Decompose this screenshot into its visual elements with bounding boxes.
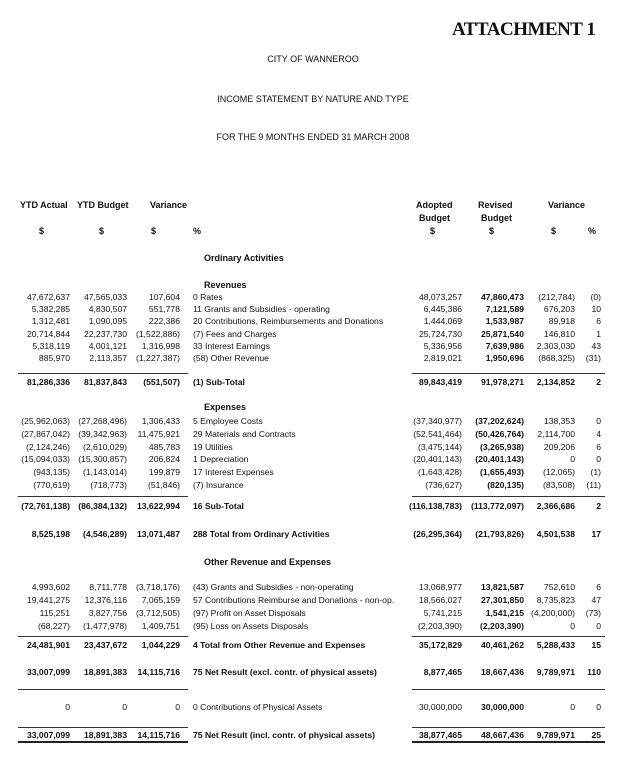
amount-cell: 89,918 (548, 316, 575, 327)
amount-cell: 1,306,433 (141, 416, 180, 426)
amount-cell: 47,672,637 (26, 292, 70, 302)
header-revised-budget: Budget (481, 213, 512, 223)
header-variance-left: Variance (150, 200, 188, 210)
amount-cell: 33,007,099 (26, 667, 70, 677)
line-item-description: 1 Depreciation (193, 454, 249, 465)
amount-cell: 25 (591, 730, 601, 740)
amount-cell: (770,619) (33, 480, 70, 490)
amount-cell: 24,481,901 (26, 640, 70, 650)
amount-cell: 25,871,540 (480, 328, 524, 339)
amount-cell: 38,877,465 (418, 730, 462, 740)
amount-cell: 206,824 (148, 454, 180, 465)
amount-cell: 4,993,602 (31, 582, 70, 592)
amount-cell: 551,778 (148, 304, 180, 315)
amount-cell: 2,366,686 (536, 501, 575, 511)
amount-cell: (26,295,364) (413, 529, 462, 539)
dollar-marker: $ (39, 226, 45, 236)
amount-cell: 676,203 (543, 304, 575, 315)
org-title: CITY OF WANNEROO (267, 54, 359, 64)
amount-cell: 13,821,587 (480, 582, 524, 592)
amount-cell: 20,714,844 (26, 328, 70, 339)
amount-cell: (15,094,033) (21, 454, 70, 465)
amount-cell: 2,113,357 (89, 353, 127, 363)
amount-cell: 30,000,000 (418, 702, 462, 712)
amount-cell: 89,843,419 (418, 377, 462, 387)
amount-cell: (1,655,493) (480, 467, 524, 478)
amount-cell: 3,827,756 (88, 608, 127, 618)
amount-cell: (21,793,826) (475, 529, 524, 539)
divider (18, 727, 188, 728)
amount-cell: 4,001,121 (88, 340, 127, 351)
header-variance-right: Variance (548, 200, 586, 210)
amount-cell: (86,384,132) (78, 501, 127, 511)
amount-cell: 0 (596, 702, 601, 712)
amount-cell: (3,265,938) (480, 441, 524, 452)
amount-cell: 8,877,465 (423, 667, 462, 677)
section-expenses: Expenses (204, 402, 247, 412)
amount-cell: (37,340,977) (413, 416, 462, 426)
line-item-description: 16 Sub-Total (193, 501, 244, 511)
amount-cell: 0 (570, 454, 575, 465)
amount-cell: 2 (596, 501, 601, 511)
amount-cell: 19,441,275 (26, 595, 70, 605)
amount-cell: 27,301,850 (480, 595, 524, 605)
amount-cell: (1,143,014) (83, 467, 127, 478)
amount-cell: 0 (570, 621, 575, 631)
attachment-label: ATTACHMENT 1 (452, 19, 596, 40)
amount-cell: (2,203,390) (418, 621, 462, 631)
amount-cell: (20,401,143) (413, 454, 462, 465)
amount-cell: 1,409,751 (141, 621, 180, 631)
line-item-description: (95) Loss on Assets Disposals (193, 621, 309, 631)
amount-cell: 110 (587, 667, 601, 677)
amount-cell: 0 (175, 702, 180, 712)
amount-cell: 209,206 (543, 441, 575, 452)
amount-cell: 752,610 (543, 582, 575, 592)
amount-cell: (1) (590, 467, 601, 478)
divider (412, 689, 605, 690)
line-item-description: (43) Grants and Subsidies - non-operating (193, 582, 354, 592)
amount-cell: 48,667,436 (480, 730, 524, 740)
amount-cell: 8,735,823 (536, 595, 575, 605)
line-item-description: (1) Sub-Total (193, 377, 245, 387)
amount-cell: 48,073,257 (418, 292, 462, 302)
amount-cell: 8,525,198 (31, 529, 70, 539)
amount-cell: (3,475,144) (418, 441, 462, 452)
amount-cell: 222,386 (148, 316, 180, 327)
amount-cell: 13,622,994 (136, 501, 180, 511)
amount-cell: (27,867,042) (21, 428, 70, 439)
amount-cell: 14,115,716 (137, 667, 180, 677)
header-ytd-budget: YTD Budget (77, 200, 129, 210)
divider (18, 636, 188, 637)
amount-cell: 8,711,778 (89, 582, 127, 592)
amount-cell: 0 (122, 702, 127, 712)
amount-cell: 1 (596, 328, 601, 339)
amount-cell: (943,135) (33, 467, 70, 478)
amount-cell: 0 (65, 702, 70, 712)
amount-cell: (2,203,390) (480, 621, 524, 631)
divider (18, 689, 188, 690)
amount-cell: 1,090,095 (88, 316, 127, 327)
amount-cell: (52,541,464) (413, 428, 462, 439)
line-item-description: 19 Utilities (193, 441, 233, 452)
amount-cell: 22,237,730 (83, 328, 127, 339)
double-rule (18, 741, 188, 743)
amount-cell: 14,115,716 (137, 730, 180, 740)
amount-cell: (50,426,764) (475, 428, 524, 439)
amount-cell: 2,303,030 (536, 340, 575, 351)
amount-cell: 7,065,159 (141, 595, 180, 605)
amount-cell: (12,065) (542, 467, 575, 478)
divider (412, 373, 605, 374)
amount-cell: (27,268,496) (78, 416, 127, 426)
amount-cell: (820,135) (487, 480, 524, 490)
amount-cell: 1,316,998 (141, 340, 180, 351)
amount-cell: 25,724,730 (418, 328, 462, 339)
amount-cell: (551,507) (143, 377, 180, 387)
line-item-description: 5 Employee Costs (193, 416, 263, 426)
amount-cell: 0 (570, 702, 575, 712)
amount-cell: 30,000,000 (480, 702, 524, 712)
amount-cell: (11) (586, 480, 601, 490)
amount-cell: 5,318,119 (32, 340, 70, 351)
amount-cell: 2,134,852 (536, 377, 575, 387)
amount-cell: 1,950,696 (485, 353, 524, 363)
amount-cell: (15,300,857) (78, 454, 127, 465)
line-item-description: 0 Rates (193, 292, 223, 302)
amount-cell: 0 (596, 621, 601, 631)
amount-cell: 81,837,843 (83, 377, 127, 387)
amount-cell: 885,970 (38, 353, 70, 363)
header-adopted-budget: Budget (419, 213, 450, 223)
amount-cell: (2,124,246) (26, 441, 70, 452)
divider (412, 496, 605, 497)
line-item-description: 57 Contributions Reimburse and Donations - non-op. (193, 595, 395, 605)
divider (412, 636, 605, 637)
line-item-description: 75 Net Result (excl. contr. of physical assets) (193, 667, 377, 677)
statement-title: INCOME STATEMENT BY NATURE AND TYPE (217, 94, 409, 104)
amount-cell: 23,437,672 (83, 640, 127, 650)
amount-cell: (37,202,624) (475, 416, 524, 426)
dollar-marker: $ (99, 226, 105, 236)
amount-cell: 6 (596, 441, 601, 452)
amount-cell: 0 (596, 416, 601, 426)
amount-cell: 11,475,921 (137, 428, 180, 439)
amount-cell: (4,200,000) (531, 608, 575, 618)
amount-cell: (2,610,029) (83, 441, 127, 452)
amount-cell: 146,810 (543, 328, 575, 339)
amount-cell: 6,445,386 (423, 304, 462, 315)
amount-cell: (3,712,505) (136, 608, 180, 618)
amount-cell: (113,772,097) (470, 501, 524, 511)
amount-cell: 2 (596, 377, 601, 387)
line-item-description: 29 Materials and Contracts (193, 428, 296, 439)
amount-cell: 47 (591, 595, 601, 605)
amount-cell: 33,007,099 (26, 730, 70, 740)
amount-cell: (68,227) (37, 621, 70, 631)
line-item-description: 11 Grants and Subsidies - operating (193, 304, 330, 315)
header-ytd-actual: YTD Actual (20, 200, 68, 210)
amount-cell: (0) (590, 292, 601, 302)
amount-cell: (3,718,176) (136, 582, 180, 592)
amount-cell: 13,071,487 (136, 529, 180, 539)
amount-cell: 5,288,433 (536, 640, 575, 650)
amount-cell: 1,044,229 (141, 640, 180, 650)
line-item-description: 33 Interest Earnings (193, 340, 270, 351)
amount-cell: 4 (596, 428, 601, 439)
amount-cell: 1,541,215 (485, 608, 524, 618)
line-item-description: 0 Contributions of Physical Assets (193, 702, 323, 712)
amount-cell: (1,643,428) (418, 467, 462, 478)
amount-cell: 9,789,971 (536, 730, 575, 740)
amount-cell: 91,978,271 (480, 377, 524, 387)
header-adopted: Adopted (416, 200, 453, 210)
amount-cell: 115,251 (39, 608, 70, 618)
header-revised: Revised (478, 200, 513, 210)
divider (18, 373, 188, 374)
line-item-description: 75 Net Result (incl. contr. of physical assets) (193, 730, 375, 740)
amount-cell: (31) (585, 353, 601, 363)
percent-marker: % (588, 226, 597, 236)
amount-cell: 5,741,215 (423, 608, 462, 618)
amount-cell: 199,879 (148, 467, 180, 478)
amount-cell: (39,342,963) (78, 428, 127, 439)
amount-cell: 10 (591, 304, 601, 315)
section-other-revenue-expenses: Other Revenue and Expenses (204, 557, 332, 567)
period-title: FOR THE 9 MONTHS ENDED 31 MARCH 2008 (216, 132, 410, 142)
amount-cell: 2,114,700 (537, 428, 575, 439)
amount-cell: 12,376,116 (84, 595, 127, 605)
line-item-description: 4 Total from Other Revenue and Expenses (193, 640, 366, 650)
amount-cell: 485,783 (148, 441, 180, 452)
amount-cell: (718,773) (90, 480, 127, 490)
amount-cell: 107,604 (148, 292, 180, 302)
amount-cell: 15 (591, 640, 601, 650)
divider (412, 727, 605, 728)
dollar-marker: $ (551, 226, 557, 236)
amount-cell: 1,444,069 (423, 316, 462, 327)
amount-cell: 18,891,383 (83, 730, 127, 740)
amount-cell: (73) (585, 608, 601, 618)
amount-cell: 40,461,262 (480, 640, 524, 650)
amount-cell: 43 (591, 340, 601, 351)
amount-cell: 17 (591, 529, 601, 539)
amount-cell: 7,639,986 (485, 340, 524, 351)
dollar-marker: $ (489, 226, 495, 236)
section-ordinary-activities: Ordinary Activities (204, 253, 284, 263)
amount-cell: 1,312,481 (31, 316, 70, 327)
amount-cell: 0 (596, 454, 601, 465)
amount-cell: 47,565,033 (83, 292, 127, 302)
amount-cell: (4,546,289) (83, 529, 127, 539)
amount-cell: 6 (596, 316, 601, 327)
amount-cell: (20,401,143) (475, 454, 524, 465)
amount-cell: 138,353 (543, 416, 575, 426)
amount-cell: (736,627) (425, 480, 462, 490)
amount-cell: (25,962,063) (21, 416, 70, 426)
divider (18, 496, 188, 497)
amount-cell: 13,068,977 (418, 582, 462, 592)
amount-cell: 18,891,383 (83, 667, 127, 677)
line-item-description: (7) Fees and Charges (193, 328, 277, 339)
percent-marker: % (193, 226, 202, 236)
amount-cell: 18,667,436 (480, 667, 524, 677)
amount-cell: 2,819,021 (423, 353, 462, 363)
amount-cell: (868,325) (538, 353, 575, 363)
line-item-description: 17 Interest Expenses (193, 467, 274, 478)
amount-cell: 47,860,473 (480, 292, 524, 302)
amount-cell: 6 (596, 582, 601, 592)
amount-cell: 9,789,971 (536, 667, 575, 677)
line-item-description: (7) Insurance (193, 480, 244, 490)
amount-cell: (51,846) (147, 480, 180, 490)
amount-cell: 4,830,507 (88, 304, 127, 315)
amount-cell: (212,784) (538, 292, 575, 302)
line-item-description: 288 Total from Ordinary Activities (193, 529, 330, 539)
amount-cell: 5,336,956 (423, 340, 462, 351)
amount-cell: (116,138,783) (408, 501, 462, 511)
amount-cell: (1,227,387) (136, 353, 180, 363)
amount-cell: (83,508) (542, 480, 575, 490)
amount-cell: 18,566,027 (418, 595, 462, 605)
line-item-description: (97) Profit on Asset Disposals (193, 608, 306, 618)
amount-cell: 4,501,538 (536, 529, 575, 539)
line-item-description: (58) Other Revenue (193, 353, 269, 363)
amount-cell: (1,477,978) (83, 621, 127, 631)
amount-cell: 35,172,829 (418, 640, 462, 650)
amount-cell: 7,121,589 (485, 304, 524, 315)
amount-cell: (1,522,886) (136, 328, 180, 339)
amount-cell: 5,382,285 (31, 304, 70, 315)
amount-cell: 1,533,987 (485, 316, 524, 327)
double-rule (412, 741, 605, 743)
section-revenues: Revenues (204, 280, 247, 290)
line-item-description: 20 Contributions, Reimbursements and Donations (193, 316, 384, 327)
dollar-marker: $ (151, 226, 157, 236)
amount-cell: 81,286,336 (26, 377, 70, 387)
dollar-marker: $ (430, 226, 436, 236)
amount-cell: (72,761,138) (21, 501, 70, 511)
